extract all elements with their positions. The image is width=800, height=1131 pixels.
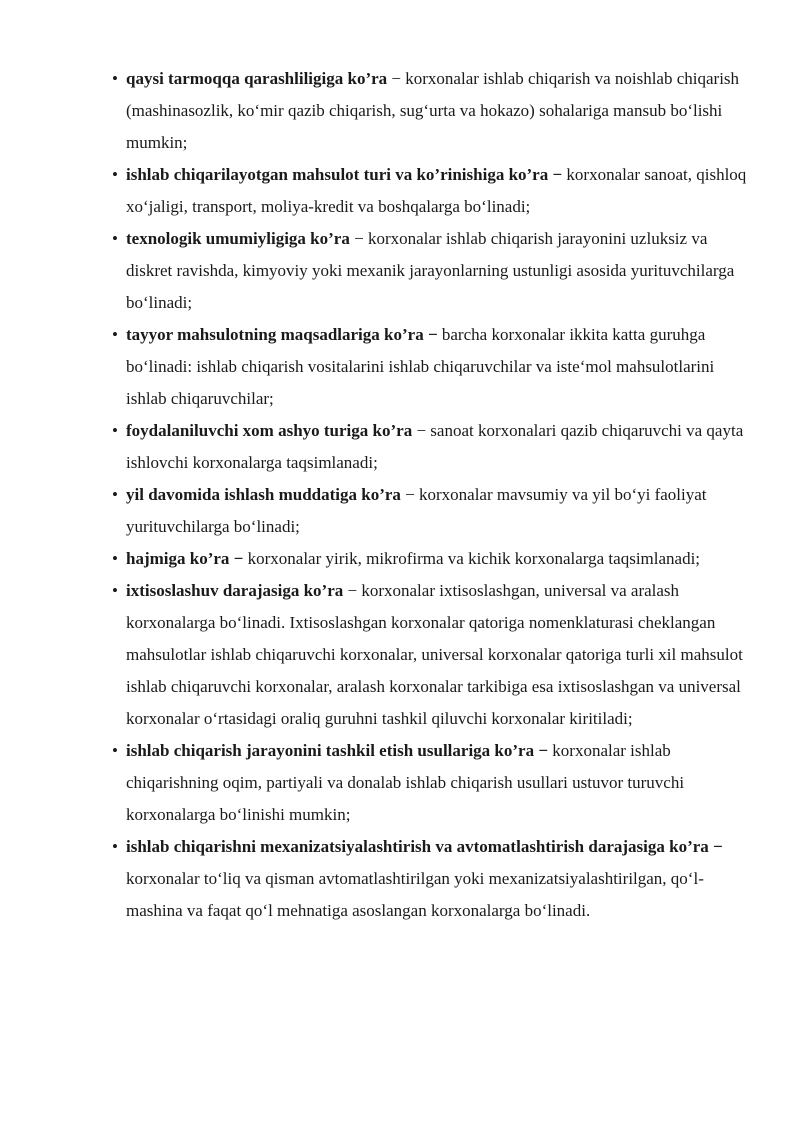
list-item xyxy=(106,543,756,575)
item-text: korxonalar ishlab chiqarishning oqim, partiyali va donalab ishlab chiqarish usullari ustuvor turuvchi korxonalarga boʻlinishi mumkin; xyxy=(126,741,685,824)
item-term: yil davomida ishlash muddatiga ko’ra xyxy=(126,485,401,504)
item-term: tayyor mahsulotning maqsadlariga ko’ra − xyxy=(126,325,438,344)
list-item xyxy=(106,479,756,543)
list-item xyxy=(106,63,756,159)
list-item xyxy=(106,319,756,415)
item-term: ishlab chiqarishni mexanizatsiyalashtirish va avtomatlashtirish darajasiga ko’ra − xyxy=(126,837,723,856)
item-text: korxonalar yirik, mikrofirma va kichik korxonalarga taqsimlanadi; xyxy=(243,549,701,568)
item-term: foydalaniluvchi xom ashyo turiga ko’ra xyxy=(126,421,413,440)
bullet-icon: • xyxy=(112,485,118,504)
bullet-icon: • xyxy=(112,229,118,248)
item-text: − korxonalar ishlab chiqarish jarayonini uzluksiz va diskret ravishda, kimyoviy yoki mexanik jarayonlarning ustunligi asosida yurituvchilarga boʻlinadi; xyxy=(126,229,735,312)
list-item xyxy=(106,159,756,223)
list-item xyxy=(106,831,756,927)
bullet-icon: • xyxy=(112,69,118,88)
bullet-icon: • xyxy=(112,549,118,568)
bullet-icon: • xyxy=(112,837,118,856)
item-term: ixtisoslashuv darajasiga ko’ra xyxy=(126,581,344,600)
list-item xyxy=(106,575,756,735)
bullet-icon: • xyxy=(112,325,118,344)
list-item xyxy=(106,735,756,831)
item-text: − korxonalar mavsumiy va yil boʻyi faoliyat yurituvchilarga boʻlinadi; xyxy=(126,485,707,536)
bullet-icon: • xyxy=(112,741,118,760)
bullet-icon: • xyxy=(112,421,118,440)
item-term: ishlab chiqarilayotgan mahsulot turi va ko’rinishiga ko’ra − xyxy=(126,165,563,184)
list-item xyxy=(106,223,756,319)
item-text: korxonalar toʻliq va qisman avtomatlashtirilgan yoki mexanizatsiyalashtirilgan, qoʻl-mashina va faqat qoʻl mehnatiga asoslangan korxonalarga boʻlinadi. xyxy=(126,869,704,920)
classification-list xyxy=(106,63,756,927)
item-text: barcha korxonalar ikkita katta guruhga boʻlinadi: ishlab chiqarish vositalarini ishlab chiqaruvchilar va isteʻmol mahsulotlarini ishlab chiqaruvchilar; xyxy=(126,325,715,408)
item-text: − korxonalar ishlab chiqarish va noishlab chiqarish (mashinasozlik, koʻmir qazib chiqarish, sugʻurta va hokazo) sohalariga mansub boʻlishi mumkin; xyxy=(126,69,740,152)
item-term: texnologik umumiyligiga ko’ra xyxy=(126,229,350,248)
item-text: − sanoat korxonalari qazib chiqaruvchi va qayta ishlovchi korxonalarga taqsimlanadi; xyxy=(126,421,744,472)
item-text: korxonalar sanoat, qishloq xoʻjaligi, transport, moliya-kredit va boshqalarga boʻlinadi; xyxy=(126,165,747,216)
item-term: hajmiga ko’ra − xyxy=(126,549,244,568)
item-text: − korxonalar ixtisoslashgan, universal va aralash korxonalarga boʻlinadi. Ixtisoslashgan korxonalar qatoriga nomenklaturasi cheklangan mahsulotlar ishlab chiqaruvchi korxonalar, universal korxonalar qatoriga turli xil mahsulot ishlab chiqaruvchi korxonalar, aralash korxonalar tarkibiga esa ixtisoslashgan va universal korxonalar oʻrtasidagi oraliq guruhni tashkil qiluvchi korxonalar kiritiladi; xyxy=(126,581,743,728)
item-term: ishlab chiqarish jarayonini tashkil etish usullariga ko’ra − xyxy=(126,741,549,760)
list-item xyxy=(106,415,756,479)
bullet-icon: • xyxy=(112,165,118,184)
bullet-icon: • xyxy=(112,581,118,600)
item-term: qaysi tarmoqqa qarashliligiga ko’ra xyxy=(126,69,388,88)
